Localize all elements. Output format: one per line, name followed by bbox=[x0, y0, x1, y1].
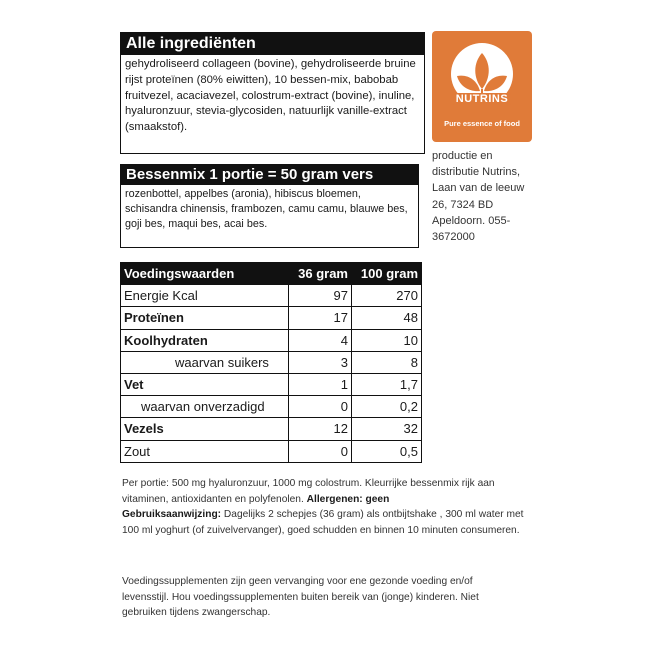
nutrient-label: Vet bbox=[121, 373, 289, 395]
table-row bbox=[121, 307, 422, 329]
value-36g: 17 bbox=[289, 307, 352, 329]
table-row bbox=[121, 329, 422, 351]
nutrient-label: Koolhydraten bbox=[121, 329, 289, 351]
value-100g: 0,5 bbox=[352, 440, 422, 462]
value-100g: 48 bbox=[352, 307, 422, 329]
nutrition-header-100g: 100 gram bbox=[352, 263, 422, 285]
nutrition-header-label: Voedingswaarden bbox=[121, 263, 289, 285]
value-100g: 8 bbox=[352, 351, 422, 373]
table-row bbox=[121, 396, 422, 418]
allergen-text: Allergenen: geen bbox=[306, 493, 390, 505]
usage-label: Gebruiksaanwijzing: bbox=[122, 509, 222, 521]
value-36g: 4 bbox=[289, 329, 352, 351]
value-100g: 0,2 bbox=[352, 396, 422, 418]
nutrient-label: waarvan suikers bbox=[121, 351, 289, 373]
value-100g: 1,7 bbox=[352, 373, 422, 395]
berrymix-text: rozenbottel, appelbes (aronia), hibiscus bloemen, schisandra chinensis, frambozen, camu camu, blauwe bes, goji bes, maqui bes, acai bes. bbox=[125, 188, 408, 231]
berrymix-box bbox=[120, 164, 419, 248]
value-100g: 10 bbox=[352, 329, 422, 351]
table-row bbox=[121, 418, 422, 440]
nutrient-label: Zout bbox=[121, 440, 289, 462]
table-row bbox=[121, 285, 422, 307]
value-36g: 0 bbox=[289, 396, 352, 418]
nutrition-header-36g: 36 gram bbox=[289, 263, 352, 285]
nutrition-header-row bbox=[121, 263, 422, 285]
distribution-info: productie en distributie Nutrins, Laan van de leeuw 26, 7324 BD Apeldoorn. 055-3672000 bbox=[432, 150, 525, 244]
value-100g: 32 bbox=[352, 418, 422, 440]
logo-brand: NUTRINS bbox=[432, 93, 532, 105]
portion-info bbox=[122, 476, 530, 538]
ingredients-title: Alle ingrediënten bbox=[121, 33, 424, 55]
value-36g: 97 bbox=[289, 285, 352, 307]
nutrient-label: Energie Kcal bbox=[121, 285, 289, 307]
value-36g: 0 bbox=[289, 440, 352, 462]
table-row bbox=[121, 440, 422, 462]
logo-tagline: Pure essence of food bbox=[444, 119, 520, 128]
value-100g: 270 bbox=[352, 285, 422, 307]
ingredients-box bbox=[120, 32, 425, 154]
disclaimer-text: Voedingssupplementen zijn geen vervanging voor ene gezonde voeding en/of levensstijl. Hou voedingssupplementen buiten bereik van (jonge) kinderen. Niet gebruiken tijdens zwangerschap. bbox=[122, 576, 479, 619]
ingredients-text: gehydroliseerd collageen (bovine), gehydroliseerde bruine rijst proteïnen (80% eiwitten), 10 bessen-mix, babobab fruitvezel, acaciavezel, colostrum-extract (bovine), inuline, hyaluronzuur, stevia-glycosiden, natuurlijk vanille-extract (smaakstof). bbox=[125, 58, 416, 134]
nutrient-label: waarvan onverzadigd bbox=[121, 396, 289, 418]
value-36g: 1 bbox=[289, 373, 352, 395]
nutrient-label: Vezels bbox=[121, 418, 289, 440]
nutrient-label: Proteïnen bbox=[121, 307, 289, 329]
nutrins-logo bbox=[432, 31, 532, 142]
value-36g: 12 bbox=[289, 418, 352, 440]
berrymix-title: Bessenmix 1 portie = 50 gram vers bbox=[121, 165, 418, 185]
portion-text: Per portie: 500 mg hyaluronzuur, 1000 mg colostrum. Kleurrijke bessenmix rijk aan vitaminen, antioxidanten en polyfenolen. bbox=[122, 478, 495, 505]
usage-text: Dagelijks 2 schepjes (36 gram) als ontbijtshake , 300 ml water met 100 ml yoghurt (of zuivelvervanger), goed schudden en binnen 10 minuten consumeren. bbox=[122, 509, 524, 536]
value-36g: 3 bbox=[289, 351, 352, 373]
nutrition-table bbox=[120, 262, 422, 463]
table-row bbox=[121, 373, 422, 395]
table-row bbox=[121, 351, 422, 373]
